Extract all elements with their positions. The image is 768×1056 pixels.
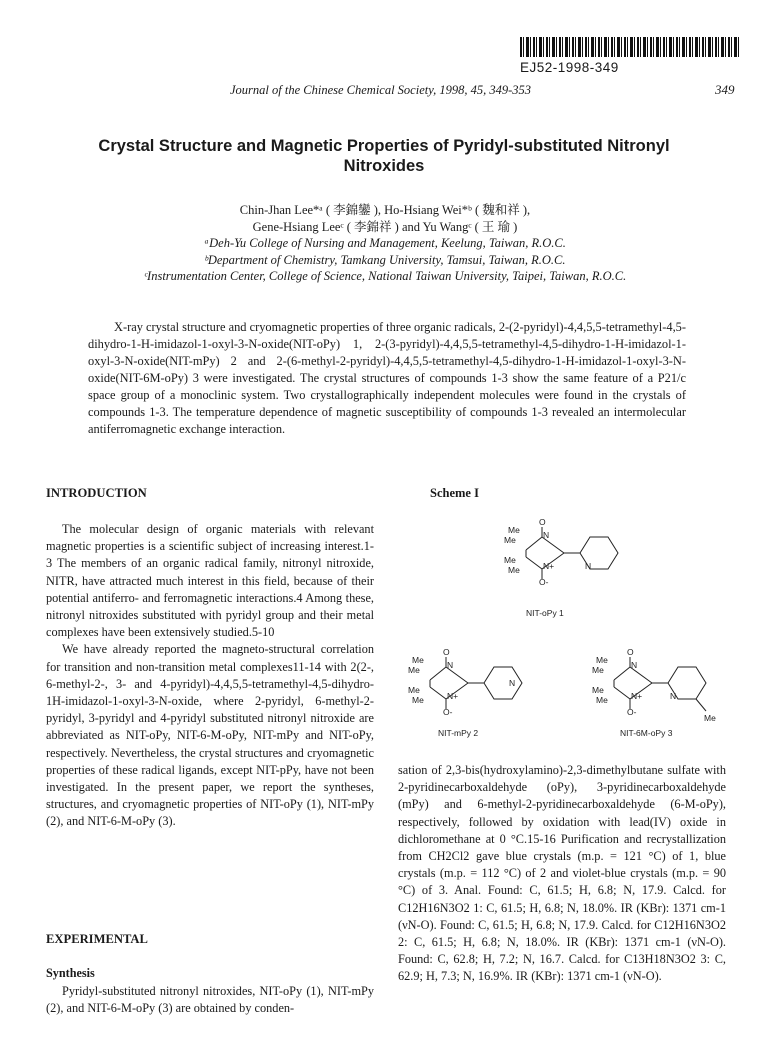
svg-text:Me: Me bbox=[408, 665, 420, 675]
svg-text:Me: Me bbox=[704, 713, 716, 723]
structure-nit-6m-opy bbox=[614, 657, 706, 711]
paper-title: Crystal Structure and Magnetic Properties of Pyridyl-substituted Nitronyl Nitroxides bbox=[98, 137, 670, 175]
page-number: 349 bbox=[715, 82, 735, 97]
svg-text:O: O bbox=[627, 647, 634, 657]
atom-n: N bbox=[543, 530, 550, 540]
intro-paragraph-2: We have already reported the magneto-structural correlation for transition and non-transition metal complexes11-14 with 2(2-, 6-methyl-2-, 3- and 4-pyridyl)-4,4,5,5-tetramethyl-4,5-dihydro-1H-imidazol-1-oxyl-3-N-oxide, where 2-pyridyl, 6-methyl-2-pyridyl, 3-pyridyl and 4-pyridyl substituted nitronyl nitroxide are abbreviated as NIT-oPy, NIT-6-M-oPy, NIT-mPy and NIT-oPy, respectively. Nevertheless, the crystal structures and cryomagnetic properties of these radical ligands, except NIT-pPy, have not been investigated. In the present paper, we report the syntheses, structures, and cryomagnetic properties of NIT-oPy (1), NIT-mPy (2), and NIT-6-M-oPy (3). bbox=[46, 642, 374, 829]
svg-text:Me: Me bbox=[504, 535, 516, 545]
synthesis-heading: Synthesis bbox=[46, 966, 95, 980]
svg-text:Me: Me bbox=[592, 665, 604, 675]
structure-nit-opy bbox=[526, 527, 618, 579]
intro-paragraph-1: The molecular design of organic materials with relevant magnetic properties is a scientific subject of increasing interest.1-3 The members of an organic radical family, nitronyl nitroxide, NITR, have attracted much interest in this field, because of their potential antiferro- and ferromagnetic interactions.4 Among these, nitronyl nitroxides substituted with pyridyl group and their metal complexes have been extensively studied.5-10 bbox=[46, 522, 374, 640]
svg-text:Me: Me bbox=[412, 655, 424, 665]
scheme-label-2: NIT-mPy 2 bbox=[438, 728, 479, 738]
scheme-title: Scheme I bbox=[430, 486, 479, 500]
authors-line-1: Chin-Jhan Lee*ᵃ ( 李錦鑾 ), Ho-Hsiang Wei*ᵇ ( 魏和祥 ), bbox=[239, 203, 531, 217]
experimental-heading: EXPERIMENTAL bbox=[46, 932, 148, 946]
atom-me: Me bbox=[508, 525, 520, 535]
atom-ominus: O- bbox=[539, 577, 549, 587]
affiliation-b: ᵇDepartment of Chemistry, Tamkang University, Tamsui, Taiwan, R.O.C. bbox=[204, 252, 566, 267]
svg-text:Me: Me bbox=[508, 565, 520, 575]
svg-text:N: N bbox=[631, 660, 638, 670]
svg-text:O-: O- bbox=[443, 707, 453, 717]
affiliation-a: ᵃDeh-Yu College of Nursing and Management, Keelung, Taiwan, R.O.C. bbox=[204, 236, 566, 250]
barcode bbox=[520, 37, 740, 57]
affiliation-c: ᶜInstrumentation Center, College of Science, National Taiwan University, Taipei, Taiwan, R.O.C. bbox=[143, 269, 627, 283]
svg-text:N+: N+ bbox=[631, 691, 643, 701]
atom-nplus: N+ bbox=[543, 561, 555, 571]
journal-citation: Journal of the Chinese Chemical Society, 1998, 45, 349-353 bbox=[230, 83, 531, 97]
scheme-label-3: NIT-6M-oPy 3 bbox=[620, 728, 673, 738]
svg-text:Me: Me bbox=[408, 685, 420, 695]
authors-block bbox=[80, 202, 690, 285]
scheme-label-1: NIT-oPy 1 bbox=[526, 608, 564, 618]
scheme-structures bbox=[398, 505, 728, 755]
authors-line-2: Gene-Hsiang Leeᶜ ( 李錦祥 ) and Yu Wangᶜ ( 王 瑜 ) bbox=[252, 219, 518, 234]
svg-text:Me: Me bbox=[592, 685, 604, 695]
experimental-body bbox=[46, 983, 374, 1017]
svg-text:Me: Me bbox=[596, 695, 608, 705]
svg-text:Me: Me bbox=[504, 555, 516, 565]
svg-text:N: N bbox=[585, 561, 592, 571]
svg-text:N: N bbox=[447, 660, 454, 670]
svg-text:O-: O- bbox=[627, 707, 637, 717]
abstract: X-ray crystal structure and cryomagnetic properties of three organic radicals, 2-(2-pyridyl)-4,4,5,5-tetramethyl-4,5-dihydro-1-H-imidazol-1-oxyl-3-N-oxide(NIT-oPy) 1, 2-(3-pyridyl)-4,4,5,5-tetramethyl-4,5-dihydro-1-H-imidazol-1-oxyl-3-N-oxide(NIT-mPy) 2 and 2-(6-methyl-2-pyridyl)-4,4,5,5-tetramethyl-4,5-dihydro-1-H-imidazol-1-oxyl-3-N-oxide(NIT-6M-oPy) 3 were investigated. The crystal structures of compounds 1-3 show the same feature of a P21/c space group of a monoclinic system. Two crystallographically independent molecules were found in the crystals of compounds 1-3. The temperature dependence of magnetic susceptibility of compounds 1-3 revealed an intermolecular antiferromagnetic exchange interaction. bbox=[88, 320, 686, 436]
atom-o: O bbox=[539, 517, 546, 527]
svg-text:N: N bbox=[670, 691, 677, 701]
synthesis-paragraph: Pyridyl-substituted nitronyl nitroxides, NIT-oPy (1), NIT-mPy (2), and NIT-6-M-oPy (3) are obtained by conden- bbox=[46, 984, 374, 1016]
svg-text:O: O bbox=[443, 647, 450, 657]
right-column-body: sation of 2,3-bis(hydroxylamino)-2,3-dimethylbutane sulfate with 2-pyridinecarboxaldehyde (oPy), 3-pyridinecarboxaldehyde (mPy) and 6-methyl-2-pyridinecarboxaldehyde (6-M-oPy), respectively, followed by oxidation with lead(IV) oxide in dichloromethane at 0 °C.15-16 Purification and recrystallization from CH2Cl2 gave blue crystals (m.p. = 121 °C) of 1, blue crystals (m.p. = 112 °C) of 2 and violet-blue crystals (m.p. = 90 °C) of 3. Anal. Found: C, 61.5; H, 6.8; N, 17.9. Calcd. for C12H16N3O2 1: C, 61.5; H, 6.8; N, 18.0%. IR (KBr): 1371 cm-1 (νN-O). Found: C, 61.5; H, 6.8; N, 17.9. Calcd. for C12H16N3O2 2: C, 61.5; H, 6.8; N, 18.0%. IR (KBr): 1371 cm-1 (νN-O). Found: C, 62.8; H, 7.2; N, 16.7. Calcd. for C13H18N3O2 3: C, 62.9; H, 7.3; N, 16.9%. IR (KBr): 1371 cm-1 (νN-O). bbox=[398, 763, 726, 984]
intro-heading: INTRODUCTION bbox=[46, 486, 147, 500]
intro-body bbox=[46, 521, 374, 831]
svg-text:N: N bbox=[509, 678, 516, 688]
svg-text:Me: Me bbox=[412, 695, 424, 705]
svg-text:Me: Me bbox=[596, 655, 608, 665]
svg-text:N+: N+ bbox=[447, 691, 459, 701]
document-code: EJ52-1998-349 bbox=[520, 60, 619, 75]
